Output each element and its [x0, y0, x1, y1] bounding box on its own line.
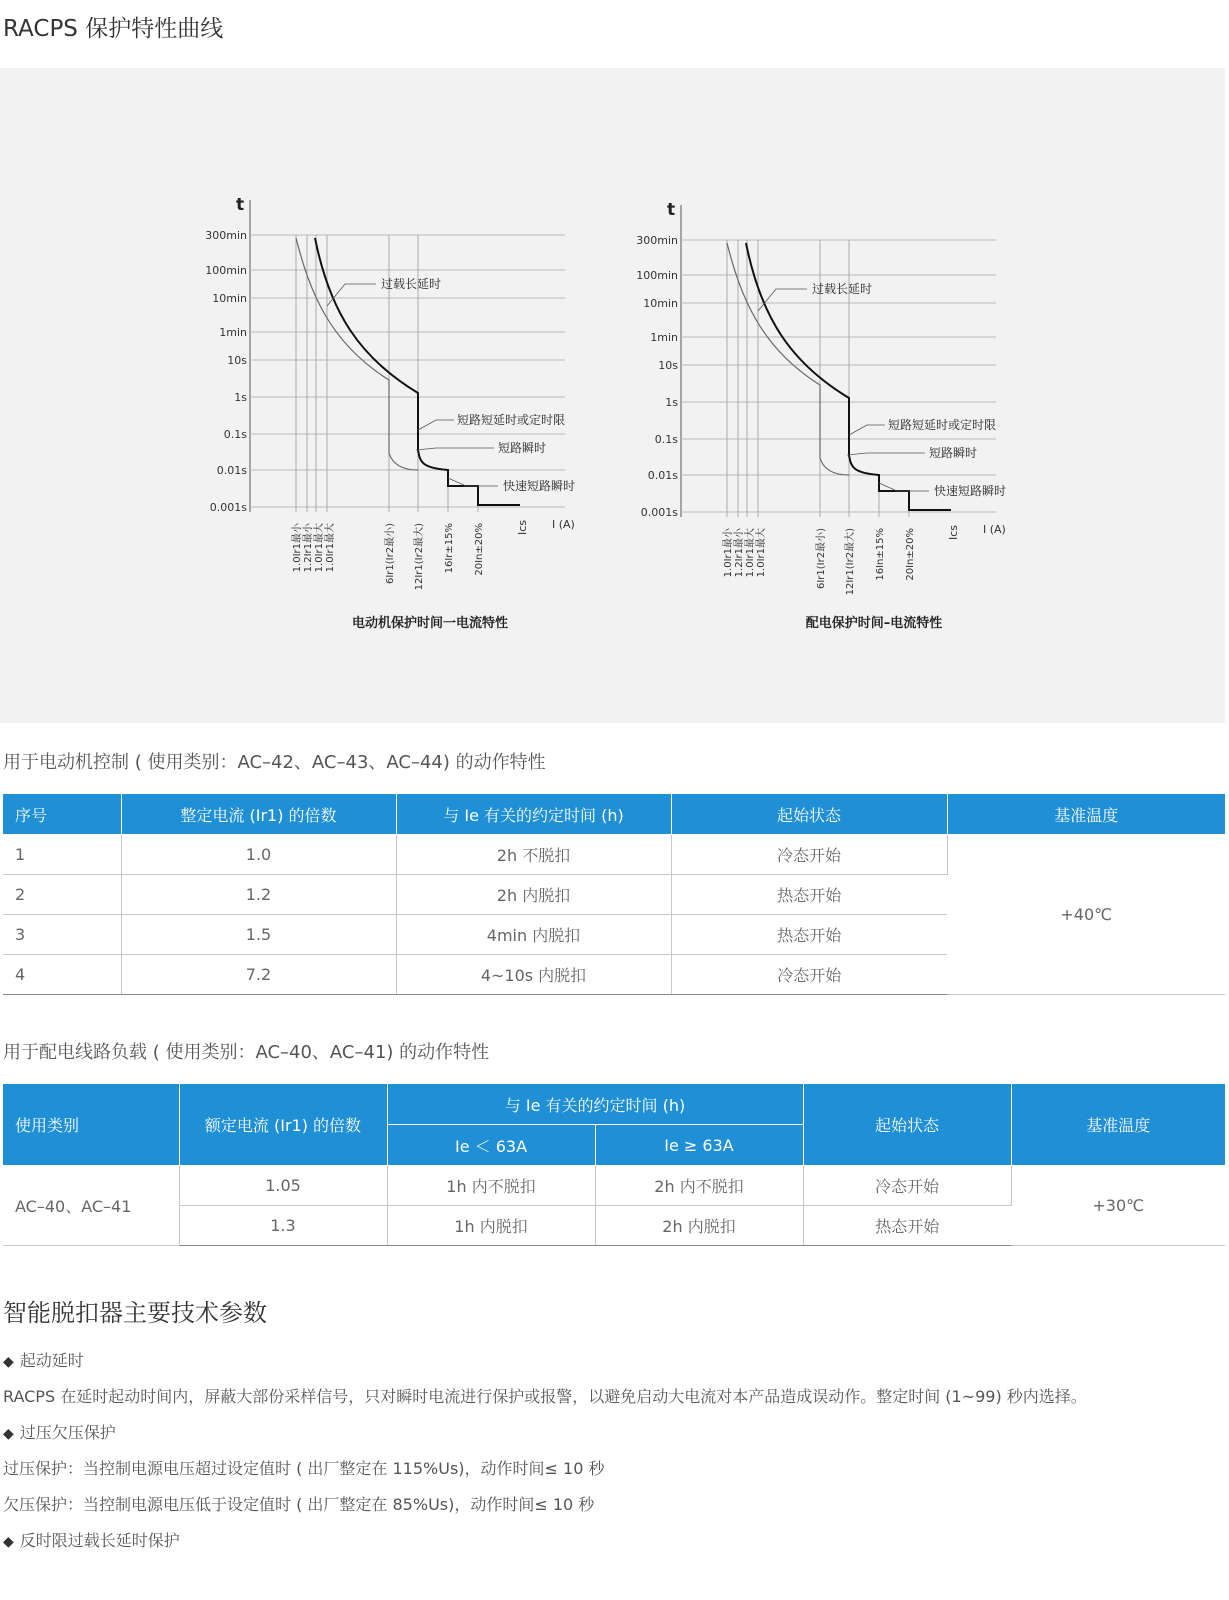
param-undervoltage-text: 欠压保护：当控制电源电压低于设定值时 ( 出厂整定在 85%Us)，动作时间≤ 10 秒 — [3, 1495, 595, 1514]
param-startup-delay-text: RACPS 在延时起动时间内，屏蔽大部份采样信号，只对瞬时电流进行保护或报警，以避免启动大电流对本产品造成误动作。整定时间 (1~99) 秒内选择。 — [3, 1387, 1087, 1406]
distribution-x-label: 6Ir1(Ir2最小) — [816, 528, 827, 590]
motor-y-tick: 1s — [234, 391, 247, 404]
bullet-overload-protection — [3, 1528, 180, 1551]
motor-x-label: 1.0Ir1最小 — [292, 523, 303, 573]
diamond-bullet-icon: ◆ — [3, 1426, 14, 1442]
header-category: 使用类别 — [3, 1084, 179, 1166]
bullet-text: 反时限过载长延时保护 — [19, 1531, 180, 1550]
distribution-annotation: 过载长延时 — [812, 282, 873, 296]
param-overvoltage-text: 过压保护：当控制电源电压超过设定值时 ( 出厂整定在 115%Us)，动作时间≤ 10 秒 — [3, 1459, 605, 1478]
motor-ics-label: Ics — [516, 520, 529, 536]
distribution-x-label: 16In±15% — [875, 528, 886, 581]
distribution-x-label: 1.0Ir1最大 — [745, 528, 756, 578]
distribution-annotation: 快速短路瞬时 — [934, 484, 1007, 498]
motor-x-label: 1.0Ir1最大 — [325, 523, 336, 573]
distribution-x-labels — [721, 523, 1006, 595]
motor-x-labels — [290, 518, 575, 590]
header-state: 起始状态 — [671, 794, 947, 835]
params-title: 智能脱扣器主要技术参数 — [3, 1299, 267, 1327]
cell-time: 4min 内脱扣 — [396, 915, 671, 955]
cell-temperature: +40℃ — [947, 835, 1225, 995]
motor-x-label: 20In±20% — [474, 523, 485, 576]
distribution-table-header — [3, 1084, 1225, 1125]
motor-x-label: 6Ir1(Ir2最小) — [385, 523, 396, 585]
diamond-bullet-icon: ◆ — [3, 1534, 14, 1550]
cell-time: 2h 不脱扣 — [396, 835, 671, 875]
bullet-startup-delay — [3, 1348, 84, 1371]
motor-x-label: 1.0Ir1最大 — [314, 523, 325, 573]
motor-caption: 电动机保护时间一电流特性 — [351, 616, 509, 631]
characteristic-curves — [0, 68, 1225, 723]
distribution-annotations — [812, 281, 1006, 498]
distribution-table — [3, 1084, 1225, 1246]
cell-multiple: 1.3 — [179, 1206, 387, 1246]
motor-table — [3, 794, 1225, 995]
header-multiple: 额定电流 (Ir1) 的倍数 — [179, 1084, 387, 1166]
distribution-y-tick: 1min — [650, 331, 678, 344]
distribution-annotation: 短路瞬时 — [929, 446, 978, 460]
motor-chart — [205, 195, 575, 631]
cell-time: 2h 内脱扣 — [396, 875, 671, 915]
distribution-gridlines — [681, 240, 996, 512]
motor-leaders — [327, 284, 498, 486]
motor-x-label: 12Ir1(Ir2最大) — [414, 523, 425, 591]
cell-multiple: 1.05 — [179, 1166, 387, 1206]
cell-category: AC–40、AC–41 — [3, 1166, 179, 1246]
cell-time: 4~10s 内脱扣 — [396, 955, 671, 995]
motor-section-title: 用于电动机控制 ( 使用类别：AC–42、AC–43、AC–44) 的动作特性 — [3, 752, 546, 773]
motor-annotation: 快速短路瞬时 — [503, 479, 576, 493]
cell-multiple: 1.0 — [121, 835, 396, 875]
motor-min-curve — [296, 238, 418, 470]
distribution-x-label: 1.0Ir1最大 — [756, 528, 767, 578]
distribution-x-label: 12Ir1(Ir2最大) — [845, 528, 856, 596]
table-row — [3, 1166, 1225, 1206]
cell-state: 热态开始 — [671, 915, 947, 955]
cell-index: 2 — [3, 875, 121, 915]
distribution-annotation: 短路短延时或定时限 — [888, 418, 997, 432]
distribution-x-label: 20In±20% — [905, 528, 916, 581]
header-state: 起始状态 — [803, 1084, 1011, 1166]
distribution-y-tick: 0.1s — [654, 433, 678, 446]
cell-index: 4 — [3, 955, 121, 995]
distribution-y-tick: 1s — [665, 396, 678, 409]
distribution-y-tick: 10s — [658, 359, 678, 372]
cell-time-ge: 2h 内不脱扣 — [595, 1166, 803, 1206]
motor-y-tick: 1min — [219, 326, 247, 339]
header-temp: 基准温度 — [1011, 1084, 1225, 1166]
distribution-min-curve — [727, 243, 849, 475]
cell-time-lt: 1h 内不脱扣 — [387, 1166, 595, 1206]
distribution-y-tick: 300min — [636, 234, 678, 247]
table-row — [3, 835, 1225, 875]
motor-axis-unit: I (A) — [552, 518, 575, 531]
header-temp: 基准温度 — [947, 794, 1225, 835]
motor-y-ticks — [205, 229, 247, 514]
bullet-text: 起动延时 — [19, 1351, 84, 1370]
motor-y-tick: 10min — [212, 292, 247, 305]
cell-state: 热态开始 — [671, 875, 947, 915]
motor-annotations — [381, 276, 575, 493]
distribution-t-label: t — [667, 200, 676, 220]
header-ie-lt-63a: Ie ＜ 63A — [387, 1125, 595, 1166]
motor-annotation: 短路短延时或定时限 — [457, 413, 566, 427]
motor-table-header — [3, 794, 1225, 835]
bullet-text: 过压欠压保护 — [19, 1423, 116, 1442]
bullet-voltage-protection — [3, 1420, 116, 1443]
distribution-x-label: 1.2Ir1最小 — [734, 528, 745, 578]
cell-index: 3 — [3, 915, 121, 955]
cell-index: 1 — [3, 835, 121, 875]
distribution-y-ticks — [636, 234, 678, 519]
cell-multiple: 7.2 — [121, 955, 396, 995]
cell-state: 冷态开始 — [671, 955, 947, 995]
motor-y-tick: 10s — [227, 354, 247, 367]
cell-multiple: 1.5 — [121, 915, 396, 955]
motor-y-tick: 300min — [205, 229, 247, 242]
header-multiple: 整定电流 (Ir1) 的倍数 — [121, 794, 396, 835]
header-time: 与 Ie 有关的约定时间 (h) — [387, 1084, 803, 1125]
figure-panel — [0, 68, 1225, 723]
cell-state: 冷态开始 — [671, 835, 947, 875]
motor-x-label: 16Ir±15% — [444, 523, 455, 574]
distribution-y-tick: 10min — [643, 297, 678, 310]
distribution-ics-label: Ics — [947, 525, 960, 541]
motor-y-tick: 100min — [205, 264, 247, 277]
motor-t-label: t — [236, 195, 245, 215]
header-ie-ge-63a: Ie ≥ 63A — [595, 1125, 803, 1166]
distribution-leaders — [758, 289, 929, 491]
distribution-caption: 配电保护时间–电流特性 — [805, 616, 943, 631]
motor-y-tick: 0.001s — [209, 501, 247, 514]
distribution-y-tick: 100min — [636, 269, 678, 282]
cell-time-ge: 2h 内脱扣 — [595, 1206, 803, 1246]
cell-multiple: 1.2 — [121, 875, 396, 915]
cell-temperature: +30℃ — [1011, 1166, 1225, 1246]
distribution-section-title: 用于配电线路负载 ( 使用类别：AC–40、AC–41) 的动作特性 — [3, 1042, 490, 1063]
distribution-axis-unit: I (A) — [983, 523, 1006, 536]
cell-state: 热态开始 — [803, 1206, 1011, 1246]
motor-y-tick: 0.01s — [216, 464, 247, 477]
motor-x-label: 1.2Ir1最小 — [303, 523, 314, 573]
distribution-x-label: 1.0Ir1最小 — [723, 528, 734, 578]
distribution-chart — [636, 200, 1006, 631]
motor-gridlines — [250, 235, 565, 507]
header-time: 与 Ie 有关的约定时间 (h) — [396, 794, 671, 835]
distribution-y-tick: 0.01s — [647, 469, 678, 482]
motor-y-tick: 0.1s — [223, 428, 247, 441]
diamond-bullet-icon: ◆ — [3, 1354, 14, 1370]
page-title: RACPS 保护特性曲线 — [3, 16, 224, 42]
cell-state: 冷态开始 — [803, 1166, 1011, 1206]
distribution-y-tick: 0.001s — [640, 506, 678, 519]
motor-annotation: 过载长延时 — [381, 277, 442, 291]
motor-annotation: 短路瞬时 — [498, 441, 547, 455]
cell-time-lt: 1h 内脱扣 — [387, 1206, 595, 1246]
header-index: 序号 — [3, 794, 121, 835]
